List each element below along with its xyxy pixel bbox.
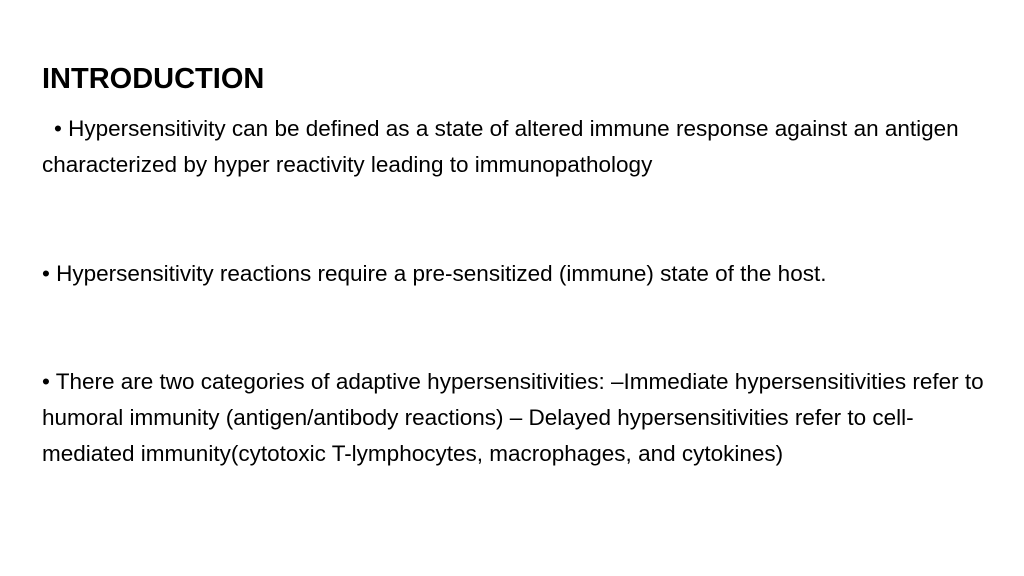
bullet-paragraph-requirement: • Hypersensitivity reactions require a pre-sensitized (immune) state of the host. bbox=[42, 261, 827, 286]
bullet-paragraph-definition: • Hypersensitivity can be defined as a state of altered immune response against an antigen characterized by hyper reactivity leading to immunopathology bbox=[42, 116, 959, 177]
slide-title: INTRODUCTION bbox=[42, 63, 265, 95]
bullet-paragraph-categories: • There are two categories of adaptive hypersensitivities: –Immediate hypersensitivities refer to humoral immunity (antigen/antibody reactions) – Delayed hypersensitivities refer to cell-mediated immunity(cytotoxic T-lymphocytes, macrophages, and cytokines) bbox=[42, 369, 984, 466]
